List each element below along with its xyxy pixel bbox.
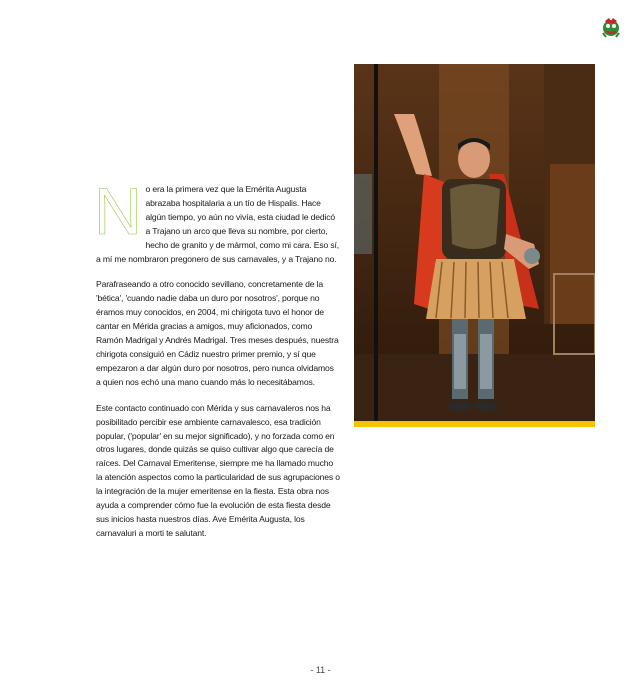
carnival-photo bbox=[354, 64, 595, 421]
carnival-logo-icon bbox=[600, 16, 622, 38]
drop-cap: N bbox=[94, 174, 142, 248]
paragraph-3: Este contacto continuado con Mérida y sus carnavaleros nos ha posibilitado percibir ese ambiente carnavalesco, esa tradición popular, ('popular' en su mejor significado), y no forzada como en otros lugares, donde quizás se quiso cultivar algo que carecía de raíces. Del Carnaval Emeritense, siempre me ha llamado mucho la atención aspectos como la particularidad de sus agrupaciones o la integración de la mujer emeritense en la fiesta. Esta obra nos ayuda a comprender cómo fue la evolución de esta fiesta desde sus inicios hasta nuestros días. Ave Emérita Augusta, los carnavaluri a morti te salutant. bbox=[96, 402, 340, 538]
paragraph-2: Parafraseando a otro conocido sevillano, concretamente de la 'bética', 'cuando nadie daba un duro por nosotros', porque no éramos muy conocidos, en 2004, mi chirigota tuvo el honor de cantar en Mérida gracias a amigos, muy aficionados, como Ramón Madrigal y Andrés Madrigal. Tres meses después, nuestra chirigota consiguió en Cádiz nuestro primer premio, y sí que empezaron a dar algún duro por nosotros, pero nunca olvidamos a quien nos echó una mano cuando más lo necesitábamos. bbox=[96, 279, 339, 387]
article-text bbox=[94, 174, 340, 553]
paragraph-1 bbox=[94, 174, 340, 266]
paragraph-1-text: o era la primera vez que la Emérita Augusta abrazaba hospitalaria a un tío de Hispalis. Hace algún tiempo, yo aún no vivía, esta ciudad le dedicó a Trajano un arco que lleva su nombre, por cierto, hecho de granito y de mármol, como mi cara. Eso sí, a mí me nombraron pregonero de sus carnavales, y a Trajano no. bbox=[96, 184, 339, 264]
photo-accent-bar bbox=[354, 421, 595, 427]
page-number: - 11 - bbox=[310, 665, 331, 675]
